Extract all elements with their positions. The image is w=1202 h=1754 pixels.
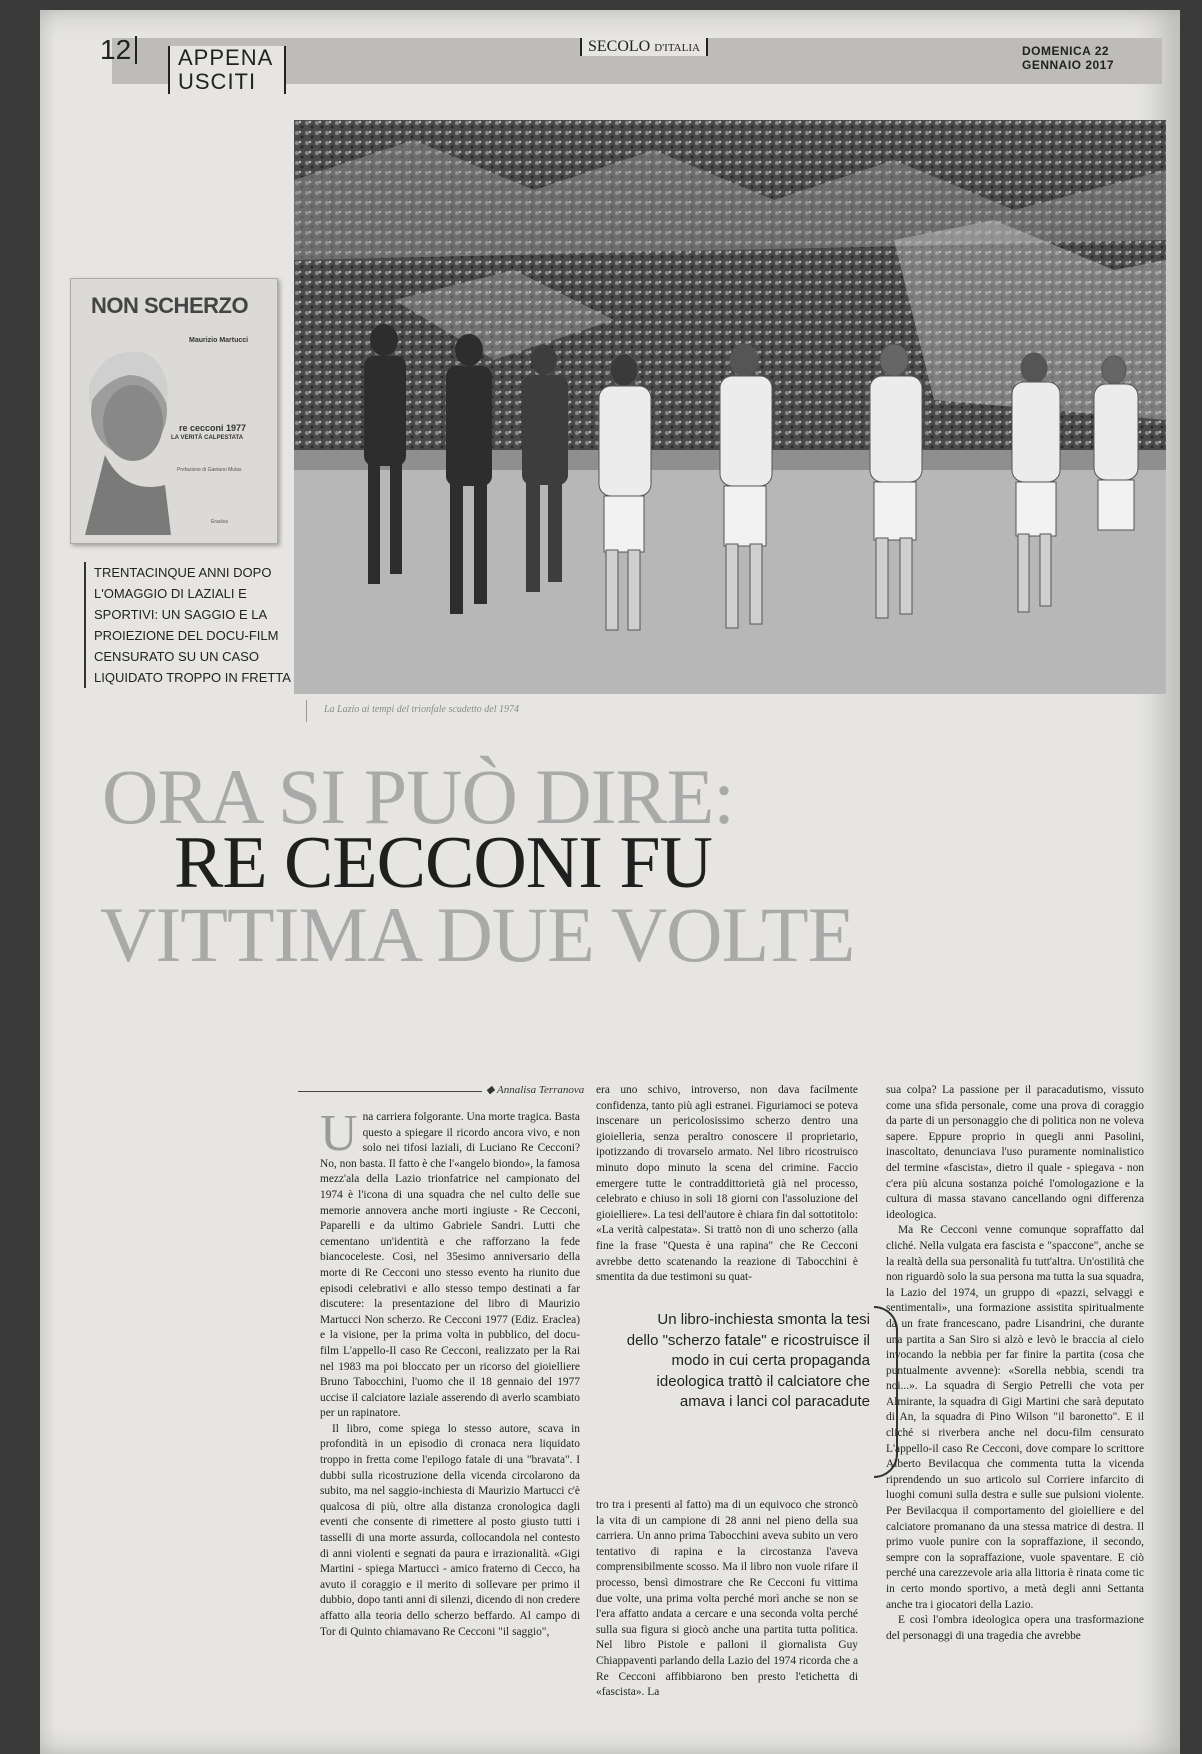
book-cover	[70, 278, 278, 544]
book-publisher: Eraclea	[211, 519, 228, 525]
article-column-2-bottom	[596, 1498, 858, 1754]
article-paragraph: Ma Re Cecconi venne comunque sopraffatto dal cliché. Nella vulgata era fascista e "spaccone", anche se la realtà della sua personalità fu tutt'altra. Un'ostilità che non riguardò solo la sua persona ma tutta la sua squadra, la Lazio del 1974, un gruppo di «pazzi, selvaggi e sentimentali», una formazione assistita spiritualmente da un frate francescano, padre Lisandrini, che durante una partita a San Siro si alzò e levò le braccia al cielo invocando la nebbia per far finire la partita (cosa che puntualmente avvenne): «Sorella nebbia, scendi tra noi...». La squadra di Sergio Petrelli che vota per Almirante, la squadra di Gigi Martini che sarà deputato di An, la squadra di Pino Wilson "il baronetto". E il cliché si riverbera anche nel docu-film censurato L'appello-il caso Re Cecconi, dove compare lo scrittore Alberto Bevilacqua che commenta tutta la vicenda riprendendo un suo articolo sul Corriere infarcito di luoghi comuni sulla destra e sulle sue pulsioni violente. Per Bevilacqua il comportamento del gioielliere e del calciatore promanano da una stessa matrice di destra. Il primo vuole punire con la sopraffazione, il secondo, sempre con la sopraffazione, vuole spaventare. E ciò perché una carezzevole aria alla littoria è rinata come tic in certo mondo sportivo, a metà degli anni Settanta anche tra i giocatori della Lazio.	[886, 1224, 1144, 1611]
article-kicker: TRENTACINQUE ANNI DOPO L'OMAGGIO DI LAZIALI E SPORTIVI: UN SAGGIO E LA PROIEZIONE DEL DOCU-FILM CENSURATO SU UN CASO LIQUIDATO TROPPO IN FRETTA	[84, 562, 294, 688]
page-header	[72, 22, 1162, 92]
article-column-3	[886, 1083, 1144, 1754]
paragraph-text: na carriera folgorante. Una morte tragica. Basta questo a spiegare il ricordo ancora vivo, e non solo nei tifosi laziali, di Luciano Re Cecconi? No, non basta. Il fatto è che l'«angelo biondo», la famosa mezz'ala della Lazio trionfatrice nel campionato del 1974 è l'icona di una squadra che nel culto delle sue memorie annovera anche morti ingiuste - Re Cecconi, Paparelli e da ultimo Gabriele Sandri. Lutti che cementano un'identità e che rafforzano la fede biancoceleste. Così, nel 35esimo anniversario della morte di Re Cecconi uno stesso evento ha riunito due episodi celebrativi e allo stesso tempo destinati a far discutere: la presentazione del libro di Maurizio Martucci Non scherzo. Re Cecconi 1977 (Ediz. Eraclea) e la visione, per la prima volta in pubblico, del docu-film L'appello-Il caso Re Cecconi, realizzato per la Rai nel 1983 ma poi bloccato per un ricorso del gioielliere Bruno Tabocchini, l'uomo che il 18 gennaio del 1977 uccise il calciatore laziale asserendo di averlo scambiato per un rapinatore.	[320, 1111, 580, 1420]
book-author: Maurizio Martucci	[189, 337, 249, 344]
newspaper-name	[580, 38, 708, 56]
caption-rule	[306, 700, 307, 722]
photo-caption: La Lazio ai tempi del trionfale scudetto del 1974	[324, 704, 519, 715]
newspaper-page	[40, 10, 1180, 1754]
article-column-2-top	[596, 1083, 858, 1299]
book-portrait	[75, 335, 175, 535]
article-paragraph: E così l'ombra ideologica opera una trasformazione del personaggi di una tragedia che avrebbe	[886, 1614, 1144, 1642]
book-subtitle: re cecconi 1977	[179, 423, 247, 433]
article-paragraph: Il libro, come spiega lo stesso autore, scava in profondità in un episodio di cronaca nera liquidato troppo in fretta come l'epilogo fatale di una "bravata". I dubbi sulla ricostruzione della vicenda circolarono da subito, ma nel saggio-inchiesta di Maurizio Martucci c'è qualcosa di più, oltre alla distanza cronologica dagli eventi che consente di rimettere al posto giusto tutti i tasselli di una morte assurda, collocandola nel contesto di anni violenti e segnati da paura e irrazionalità. «Gigi Martini - spiega Martucci - amico fraterno di Cecco, ha avuto il coraggio e il merito di sollevare per primo il dubbio, dopo tanti anni di silenzi, dicendo di non credere affatto alla teoria dello scherzo beffardo. Al campo di Tor di Quinto chiamavano Re Cecconi "il saggio",	[320, 1422, 580, 1638]
team-photo	[294, 120, 1166, 694]
photo-illustration	[294, 120, 1166, 694]
page-number: 12	[100, 36, 137, 64]
newspaper-name-small: D'ITALIA	[654, 42, 700, 54]
headline-line-3: VITTIMA DUE VOLTE	[100, 891, 855, 978]
headline-line-2: RE CECCONI FU	[174, 822, 712, 904]
book-subtitle-2: LA VERITÀ CALPESTATA	[171, 435, 244, 441]
byline-rule	[298, 1091, 482, 1092]
article-column-1	[320, 1110, 580, 1754]
section-label: APPENA USCITI	[168, 46, 286, 94]
drop-cap: U	[320, 1110, 358, 1162]
author-name: Annalisa Terranova	[497, 1084, 585, 1096]
author-byline: ◆ Annalisa Terranova	[486, 1084, 585, 1096]
book-title: NON SCHERZO	[91, 293, 249, 318]
article-paragraph: tro tra i presenti al fatto) ma di un equivoco che stroncò la vita di un campione di 28 anni nel pieno della sua carriera. Un anno prima Tabocchini aveva subito un vero tentativo di rapina e la circostanza l'aveva comprensibilmente scosso. Ma il libro non vuole rifare il processo, bensì dimostrare che Re Cecconi fu vittima due volte, una prima volta perché morì anche se non se l'era affatto andata a cercare e una seconda volta perché sulla sua figura si giocò anche una partita tutta politica. Nel libro Pistole e palloni il giornalista Guy Chiappaventi parlando della Lazio del 1974 ricorda che a Re Cecconi affibbiarono ben presto l'etichetta di «fascista». La	[596, 1499, 858, 1699]
book-preface: Prefazione di Gaetano Mulas	[177, 467, 242, 473]
article-paragraph: sua colpa? La passione per il paracadutismo, vissuto come una sfida personale, come una prova di coraggio da parte di un personaggio che di politica non ne voleva sapere. Eppure proprio in quegli anni Pasolini, inascoltato, denunciava l'uso puramente nominalistico del termine «fascista», dietro il quale - spiegava - non c'era più alcuna sostanza poiché l'omologazione e la cultura di massa stavano cancellando ogni differenza ideologica.	[886, 1084, 1144, 1221]
article-paragraph	[320, 1110, 580, 1422]
issue-date: DOMENICA 22 GENNAIO 2017	[1022, 44, 1115, 72]
pull-quote: Un libro-inchiesta smonta la tesi dello "scherzo fatale" e ricostruisce il modo in cui certa propaganda ideologica trattò il calciatore che amava i lanci col paracadute	[626, 1311, 870, 1410]
headline-line-1: ORA SI PUÒ DIRE:	[102, 753, 734, 840]
newspaper-name-main: SECOLO	[588, 38, 651, 55]
article-paragraph: era uno schivo, introverso, non dava facilmente confidenza, tanto più agli estranei. Figuriamoci se poteva inscenare un pericolosissimo scherzo dentro una gioielleria, senza peraltro conoscere il proprietario, ipotizzando di trovarselo armato. Nel libro ricostruisco minuto dopo minuto la scena del crimine. Faccio emergere tutte le contraddittorietà già nel processo, celebrato e chiuso in soli 18 giorni con l'assoluzione del gioielliere». La tesi dell'autore è chiara fin dal sottotitolo: «La verità calpestata». Si trattò non di uno scherzo (alla fine la frase "Questa è una rapina" che Re Cecconi avrebbe detto scatenando la reazione di Tabocchini è smentita da due testimoni su quat-	[596, 1084, 858, 1284]
